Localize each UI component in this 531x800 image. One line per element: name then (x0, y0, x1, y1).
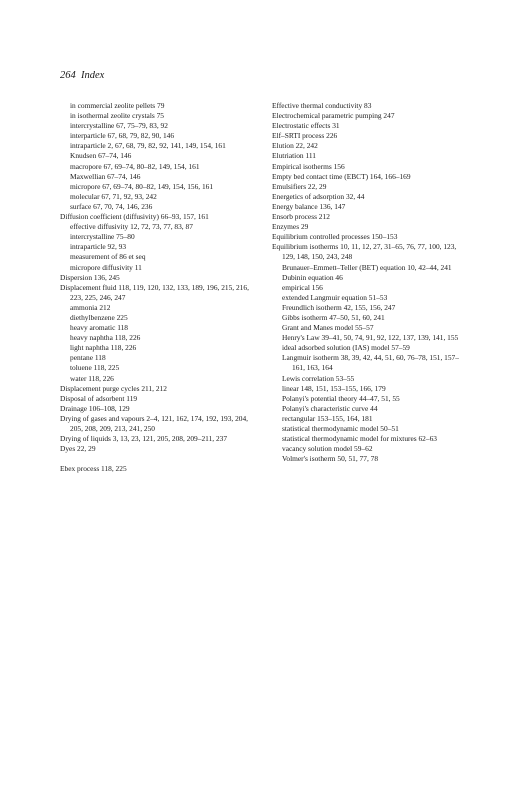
index-entry: Equilibrium controlled processes 150–153 (272, 232, 398, 242)
index-subentry: Knudsen 67–74, 146 (70, 151, 132, 161)
index-entry: Ebex process 118, 225 (60, 464, 127, 474)
index-entry: Disposal of adsorbent 119 (60, 393, 138, 403)
index-subentry: rectangular 153–155, 164, 181 (282, 413, 373, 423)
index-entry: Drying of gases and vapours 2–4, 121, 162, 174, 192, 193, 204, 205, 208, 209, 213, 241, 250 (60, 413, 249, 433)
index-entry: Effective thermal conductivity 83 (272, 101, 372, 110)
index-entry: Energy balance 136, 147 (272, 201, 346, 211)
index-subentry: toluene 118, 225 (70, 363, 120, 373)
index-entry: Elution 22, 242 (272, 141, 318, 151)
index-subentry: vacancy solution model 59–62 (282, 444, 373, 454)
index-entry: Dyes 22, 29 (60, 444, 96, 454)
index-entry: Dispersion 136, 245 (60, 272, 120, 282)
index-subentry: surface 67, 70, 74, 146, 236 (70, 201, 153, 211)
index-subentry: light naphtha 118, 226 (70, 343, 137, 353)
index-subentry: effective diffusivity 12, 72, 73, 77, 83, 87 (70, 222, 193, 232)
index-entry: Diffusion coefficient (diffusivity) 66–93, 157, 161 (60, 212, 209, 222)
index-subentry: micropore 67, 69–74, 80–82, 149, 154, 156, 161 (70, 181, 214, 191)
index-subentry: intraparticle 92, 93 (70, 242, 127, 252)
index-subentry: ammonia 212 (70, 302, 111, 312)
index-entry: Electrostatic effects 31 (272, 121, 340, 131)
index-subentry: heavy aromatic 118 (70, 323, 129, 333)
index-column-left (60, 101, 256, 474)
index-subentry: empirical 156 (282, 282, 323, 292)
index-entry: Empirical isotherms 156 (272, 161, 345, 171)
index-subentry: Brunauer–Emmett–Teller (BET) equation 10, 42–44, 241 (282, 262, 452, 272)
index-entry: Empty bed contact time (EBCT) 164, 166–169 (272, 171, 411, 181)
index-entry: Elf–SRTI process 226 (272, 131, 338, 141)
letter-gap (60, 454, 256, 464)
index-subentry: Henry's Law 39–41, 50, 74, 91, 92, 122, 137, 139, 141, 155 (282, 333, 459, 343)
index-subentry: intercrystalline 75–80 (70, 232, 135, 242)
index-subentry: water 118, 226 (70, 373, 114, 383)
index-entry: Energetics of adsorption 32, 44 (272, 191, 365, 201)
index-entry: Equilibrium isotherms 10, 11, 12, 27, 31–65, 76, 77, 100, 123, 129, 148, 150, 243, 248 (272, 242, 457, 262)
page-number: 264 (60, 70, 76, 81)
index-column-right (272, 101, 468, 464)
index-entry: Emulsifiers 22, 29 (272, 181, 327, 191)
index-subentry: interparticle 67, 68, 79, 82, 90, 146 (70, 131, 175, 141)
index-entry: Electrochemical parametric pumping 247 (272, 111, 395, 121)
index-subentry: in isothermal zeolite crystals 75 (70, 111, 164, 121)
index-subentry: Grant and Manes model 55–57 (282, 323, 374, 333)
index-subentry: statistical thermodynamic model 50–51 (282, 424, 399, 433)
index-subentry: measurement of 86 et seq (70, 252, 146, 262)
index-entry: Elutriation 111 (272, 151, 316, 161)
index-subentry: macropore 67, 69–74, 80–82, 149, 154, 161 (70, 161, 200, 171)
index-subentry: Langmuir isotherm 38, 39, 42, 44, 51, 60, 76–78, 151, 157–161, 163, 164 (282, 353, 459, 373)
index-subentry: Maxwellian 67–74, 146 (70, 171, 141, 181)
page-header (60, 70, 104, 81)
index-subentry: Polanyi's characteristic curve 44 (282, 403, 378, 413)
index-subentry: Gibbs isotherm 47–50, 51, 60, 241 (282, 312, 385, 322)
index-subentry: in commercial zeolite pellets 79 (70, 101, 165, 110)
index-subentry: statistical thermodynamic model for mixtures 62–63 (282, 434, 437, 444)
index-subentry: pentane 118 (70, 353, 106, 363)
index-subentry: micropore diffusivity 11 (70, 262, 142, 272)
index-subentry: diethylbenzene 225 (70, 312, 128, 322)
index-subentry: ideal adsorbed solution (IAS) model 57–59 (282, 343, 410, 353)
index-entry: Enzymes 29 (272, 222, 309, 232)
index-entry: Drainage 106–108, 129 (60, 403, 130, 413)
index-entry: Displacement purge cycles 211, 212 (60, 383, 167, 393)
index-subentry: Volmer's isotherm 50, 51, 77, 78 (282, 454, 379, 464)
index-subentry: intercrystalline 67, 75–79, 83, 92 (70, 121, 168, 131)
index-subentry: Dubinin equation 46 (282, 272, 343, 282)
index-subentry: Polanyi's potential theory 44–47, 51, 55 (282, 393, 400, 403)
index-subentry: molecular 67, 71, 92, 93, 242 (70, 191, 157, 201)
index-entry: Displacement fluid 118, 119, 120, 132, 133, 189, 196, 215, 216, 223, 225, 246, 247 (60, 282, 249, 302)
index-subentry: extended Langmuir equation 51–53 (282, 292, 388, 302)
index-entry: Ensorb process 212 (272, 212, 330, 222)
index-subentry: Lewis correlation 53–55 (282, 373, 355, 383)
index-entry: Drying of liquids 3, 13, 23, 121, 205, 208, 209–211, 237 (60, 434, 228, 444)
index-subentry: intraparticle 2, 67, 68, 79, 82, 92, 141, 149, 154, 161 (70, 141, 226, 151)
index-subentry: heavy naphtha 118, 226 (70, 333, 141, 343)
page-title: Index (81, 70, 105, 81)
index-subentry: linear 148, 151, 153–155, 166, 179 (282, 383, 386, 393)
index-subentry: Freundlich isotherm 42, 155, 156, 247 (282, 302, 396, 312)
